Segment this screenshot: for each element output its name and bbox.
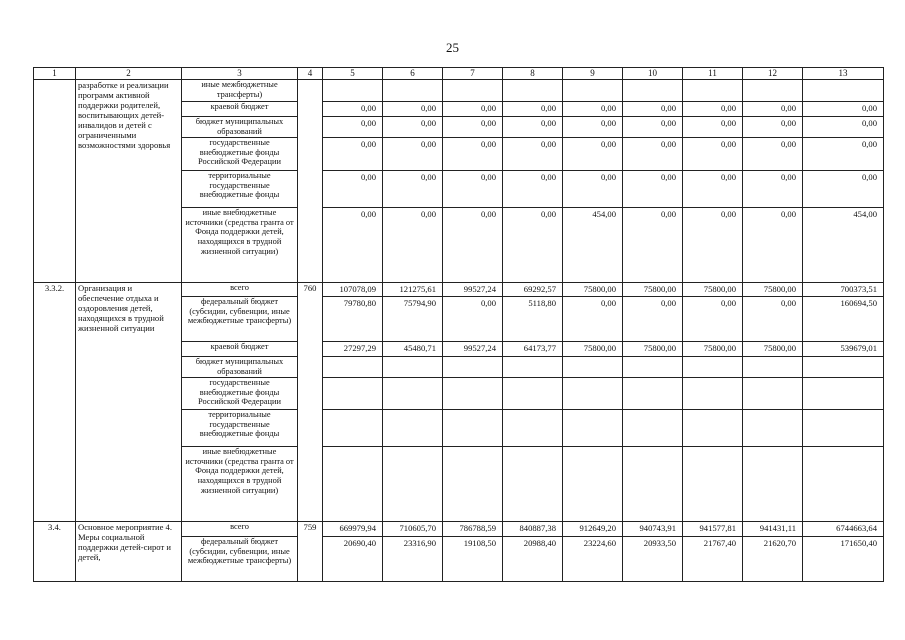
value-cell [443, 409, 503, 446]
funding-source: государственные внебюджетные фонды Российской Федерации [182, 377, 298, 409]
value-cell [743, 207, 803, 282]
value-cell [563, 356, 623, 377]
value-cell [683, 296, 743, 341]
value-cell [743, 116, 803, 137]
value-cell [503, 207, 563, 282]
value-cell [443, 536, 503, 581]
value-cell [323, 341, 383, 356]
value-cell [323, 377, 383, 409]
value-cell [383, 79, 443, 101]
value-cell [563, 79, 623, 101]
value-text: 20933,50 [643, 537, 676, 548]
value-cell [443, 521, 503, 536]
value-cell [803, 521, 884, 536]
value-text: 0,00 [861, 117, 877, 128]
value-text: 0,00 [600, 102, 616, 113]
value-cell [683, 116, 743, 137]
value-cell [623, 521, 683, 536]
value-cell [503, 296, 563, 341]
value-cell [803, 79, 884, 101]
value-cell [803, 296, 884, 341]
value-cell [503, 101, 563, 116]
funding-source: иные внебюджетные источники (средства гранта от Фонда поддержки детей, находящихся в трудной жизненной ситуации) [182, 446, 298, 521]
value-text: 0,00 [780, 208, 796, 219]
value-cell [323, 282, 383, 296]
value-text: 75794,90 [403, 297, 436, 308]
funding-source: территориальные государственные внебюджетные фонды [182, 409, 298, 446]
col-header: 6 [383, 68, 443, 80]
value-text: 0,00 [660, 138, 676, 149]
col-header: 5 [323, 68, 383, 80]
value-text: 21767,40 [703, 537, 736, 548]
value-text: 0,00 [720, 117, 736, 128]
value-cell [743, 341, 803, 356]
value-text: 454,00 [853, 208, 877, 219]
value-cell [503, 79, 563, 101]
value-text: 79780,80 [343, 297, 376, 308]
value-text: 0,00 [540, 138, 556, 149]
value-cell [683, 170, 743, 207]
value-cell [683, 79, 743, 101]
value-text: 0,00 [480, 171, 496, 182]
value-cell [623, 170, 683, 207]
value-cell [743, 356, 803, 377]
value-cell [503, 116, 563, 137]
funding-source: иные межбюджетные трансферты) [182, 79, 298, 101]
value-cell [323, 79, 383, 101]
value-cell [803, 356, 884, 377]
value-cell [803, 341, 884, 356]
value-cell [383, 116, 443, 137]
value-cell [503, 137, 563, 170]
value-text: 75800,00 [643, 283, 676, 294]
value-cell [623, 409, 683, 446]
value-text: 75800,00 [703, 283, 736, 294]
value-text: 786788,59 [459, 522, 496, 533]
value-text: 0,00 [540, 102, 556, 113]
value-text: 0,00 [660, 297, 676, 308]
value-cell [623, 101, 683, 116]
value-text: 21620,70 [763, 537, 796, 548]
value-text: 0,00 [360, 208, 376, 219]
value-text: 20988,40 [523, 537, 556, 548]
value-cell [743, 536, 803, 581]
value-cell [743, 282, 803, 296]
col-header: 2 [76, 68, 182, 80]
value-cell [503, 446, 563, 521]
value-text: 0,00 [420, 208, 436, 219]
value-text: 0,00 [660, 117, 676, 128]
value-text: 0,00 [420, 171, 436, 182]
value-text: 0,00 [780, 102, 796, 113]
value-cell [803, 446, 884, 521]
value-cell [803, 282, 884, 296]
value-text: 0,00 [480, 297, 496, 308]
value-cell [323, 536, 383, 581]
value-text: 710605,70 [399, 522, 436, 533]
value-cell [623, 296, 683, 341]
code-cell [298, 79, 323, 282]
funding-source: бюджет муниципальных образований [182, 356, 298, 377]
value-text: 27297,29 [343, 342, 376, 353]
value-text: 69292,57 [523, 283, 556, 294]
value-cell [323, 296, 383, 341]
col-header: 7 [443, 68, 503, 80]
value-cell [623, 207, 683, 282]
value-cell [683, 341, 743, 356]
value-cell [803, 101, 884, 116]
value-text: 0,00 [480, 208, 496, 219]
value-text: 0,00 [720, 138, 736, 149]
value-text: 454,00 [592, 208, 616, 219]
value-cell [323, 137, 383, 170]
value-cell [623, 356, 683, 377]
value-cell [803, 116, 884, 137]
value-cell [803, 170, 884, 207]
header-row [34, 68, 884, 80]
value-text: 669979,94 [339, 522, 376, 533]
value-cell [503, 377, 563, 409]
value-cell [443, 296, 503, 341]
value-text: 75800,00 [763, 342, 796, 353]
value-text: 160694,50 [840, 297, 877, 308]
col-header: 13 [803, 68, 884, 80]
funding-source: бюджет муниципальных образований [182, 116, 298, 137]
value-text: 0,00 [360, 171, 376, 182]
value-cell [323, 116, 383, 137]
value-text: 840887,38 [519, 522, 556, 533]
col-header: 9 [563, 68, 623, 80]
value-cell [563, 341, 623, 356]
value-cell [443, 282, 503, 296]
funding-source: государственные внебюджетные фонды Российской Федерации [182, 137, 298, 170]
value-cell [383, 296, 443, 341]
value-text: 23316,90 [403, 537, 436, 548]
value-cell [383, 446, 443, 521]
value-cell [503, 356, 563, 377]
value-cell [383, 536, 443, 581]
value-cell [623, 137, 683, 170]
value-text: 0,00 [780, 138, 796, 149]
funding-source: всего [182, 282, 298, 296]
value-cell [743, 296, 803, 341]
value-cell [323, 409, 383, 446]
value-text: 0,00 [720, 171, 736, 182]
value-cell [503, 341, 563, 356]
value-text: 941431,11 [759, 522, 796, 533]
value-cell [383, 521, 443, 536]
value-text: 0,00 [540, 171, 556, 182]
value-text: 0,00 [540, 117, 556, 128]
value-cell [623, 377, 683, 409]
value-cell [443, 137, 503, 170]
value-cell [803, 409, 884, 446]
measure-name: Организация и обеспечение отдыха и оздоровления детей, находящихся в трудной жизненной ситуации [76, 282, 182, 521]
value-text: 0,00 [360, 102, 376, 113]
value-cell [743, 409, 803, 446]
value-cell [683, 446, 743, 521]
value-text: 75800,00 [703, 342, 736, 353]
value-cell [443, 377, 503, 409]
budget-table [33, 67, 884, 582]
value-text: 0,00 [861, 102, 877, 113]
value-text: 20690,40 [343, 537, 376, 548]
value-cell [743, 377, 803, 409]
value-cell [803, 536, 884, 581]
value-text: 75800,00 [763, 283, 796, 294]
value-cell [683, 377, 743, 409]
value-text: 0,00 [480, 102, 496, 113]
value-text: 171650,40 [840, 537, 877, 548]
value-text: 23224,60 [583, 537, 616, 548]
value-cell [683, 521, 743, 536]
value-text: 64173,77 [523, 342, 556, 353]
value-text: 0,00 [360, 117, 376, 128]
value-cell [743, 137, 803, 170]
value-cell [563, 521, 623, 536]
value-cell [443, 356, 503, 377]
value-cell [323, 356, 383, 377]
value-text: 941577,81 [699, 522, 736, 533]
value-cell [503, 282, 563, 296]
value-text: 539679,01 [840, 342, 877, 353]
value-text: 19108,50 [463, 537, 496, 548]
value-text: 0,00 [720, 208, 736, 219]
value-cell [683, 409, 743, 446]
measure-name: Основное мероприятие 4. Меры социальной поддержки детей-сирот и детей, [76, 521, 182, 581]
value-cell [443, 101, 503, 116]
value-cell [383, 341, 443, 356]
value-cell [323, 207, 383, 282]
value-cell [803, 207, 884, 282]
value-text: 0,00 [420, 102, 436, 113]
value-cell [683, 536, 743, 581]
value-cell [383, 170, 443, 207]
value-cell [323, 446, 383, 521]
value-cell [383, 137, 443, 170]
value-cell [563, 170, 623, 207]
value-cell [503, 521, 563, 536]
row-code: 3.3.2. [34, 282, 76, 521]
value-cell [563, 409, 623, 446]
value-text: 940743,91 [639, 522, 676, 533]
funding-source: федеральный бюджет (субсидии, субвенции, иные межбюджетные трансферты) [182, 536, 298, 581]
code-cell: 760 [298, 282, 323, 521]
value-text: 0,00 [660, 171, 676, 182]
value-text: 75800,00 [643, 342, 676, 353]
value-cell [803, 377, 884, 409]
value-cell [743, 79, 803, 101]
value-text: 5118,80 [528, 297, 556, 308]
value-cell [503, 409, 563, 446]
value-text: 6744663,64 [836, 522, 877, 533]
value-cell [683, 101, 743, 116]
measure-name: разработке и реализации программ активной поддержки родителей, воспитывающих детей-инвалидов и детей с ограниченными возможностями здоровья [76, 79, 182, 282]
value-text: 75800,00 [583, 283, 616, 294]
value-cell [383, 377, 443, 409]
value-cell [383, 207, 443, 282]
value-cell [383, 409, 443, 446]
value-text: 0,00 [780, 297, 796, 308]
funding-source: федеральный бюджет (субсидии, субвенции, иные межбюджетные трансферты) [182, 296, 298, 341]
value-cell [623, 341, 683, 356]
value-cell [563, 116, 623, 137]
value-cell [323, 170, 383, 207]
value-cell [623, 282, 683, 296]
row-code [34, 79, 76, 282]
value-text: 0,00 [660, 208, 676, 219]
value-cell [743, 101, 803, 116]
value-text: 0,00 [600, 117, 616, 128]
row-code: 3.4. [34, 521, 76, 581]
value-text: 0,00 [360, 138, 376, 149]
value-cell [683, 356, 743, 377]
value-cell [623, 536, 683, 581]
value-cell [563, 282, 623, 296]
col-header: 11 [683, 68, 743, 80]
value-cell [563, 101, 623, 116]
value-text: 0,00 [720, 297, 736, 308]
value-text: 99527,24 [463, 283, 496, 294]
value-cell [563, 377, 623, 409]
value-cell [803, 137, 884, 170]
value-text: 912649,20 [579, 522, 616, 533]
value-cell [443, 79, 503, 101]
value-text: 0,00 [600, 138, 616, 149]
value-cell [503, 170, 563, 207]
value-text: 107078,09 [339, 283, 376, 294]
value-cell [743, 170, 803, 207]
funding-source: краевой бюджет [182, 101, 298, 116]
funding-source: территориальные государственные внебюджетные фонды [182, 170, 298, 207]
value-cell [383, 282, 443, 296]
value-cell [383, 356, 443, 377]
value-cell [563, 536, 623, 581]
value-text: 0,00 [861, 171, 877, 182]
funding-source: иные внебюджетные источники (средства гранта от Фонда поддержки детей, находящихся в трудной жизненной ситуации) [182, 207, 298, 282]
page-number: 25 [446, 40, 459, 55]
value-text: 0,00 [420, 117, 436, 128]
table-row [34, 282, 884, 296]
value-text: 0,00 [480, 138, 496, 149]
value-text: 0,00 [600, 171, 616, 182]
value-cell [563, 296, 623, 341]
col-header: 3 [182, 68, 298, 80]
col-header: 1 [34, 68, 76, 80]
value-cell [443, 116, 503, 137]
value-text: 0,00 [720, 102, 736, 113]
value-cell [443, 341, 503, 356]
value-cell [743, 521, 803, 536]
funding-source: краевой бюджет [182, 341, 298, 356]
value-cell [743, 446, 803, 521]
value-cell [563, 137, 623, 170]
col-header: 4 [298, 68, 323, 80]
value-cell [443, 207, 503, 282]
value-cell [683, 282, 743, 296]
value-text: 0,00 [780, 171, 796, 182]
value-cell [563, 207, 623, 282]
col-header: 10 [623, 68, 683, 80]
value-cell [323, 521, 383, 536]
value-cell [443, 446, 503, 521]
value-text: 0,00 [861, 138, 877, 149]
value-text: 0,00 [540, 208, 556, 219]
value-cell [503, 536, 563, 581]
col-header: 8 [503, 68, 563, 80]
value-cell [323, 101, 383, 116]
table-row [34, 79, 884, 101]
value-text: 700373,51 [840, 283, 877, 294]
value-cell [443, 170, 503, 207]
value-cell [683, 207, 743, 282]
col-header: 12 [743, 68, 803, 80]
value-text: 0,00 [660, 102, 676, 113]
funding-source: всего [182, 521, 298, 536]
value-text: 99527,24 [463, 342, 496, 353]
value-cell [683, 137, 743, 170]
value-cell [623, 116, 683, 137]
value-text: 75800,00 [583, 342, 616, 353]
table-row [34, 521, 884, 536]
value-cell [563, 446, 623, 521]
code-cell: 759 [298, 521, 323, 581]
value-cell [383, 101, 443, 116]
value-text: 121275,61 [399, 283, 436, 294]
value-text: 0,00 [780, 117, 796, 128]
value-cell [623, 446, 683, 521]
value-text: 0,00 [600, 297, 616, 308]
value-text: 0,00 [480, 117, 496, 128]
value-text: 0,00 [420, 138, 436, 149]
value-cell [623, 79, 683, 101]
value-text: 45480,71 [403, 342, 436, 353]
